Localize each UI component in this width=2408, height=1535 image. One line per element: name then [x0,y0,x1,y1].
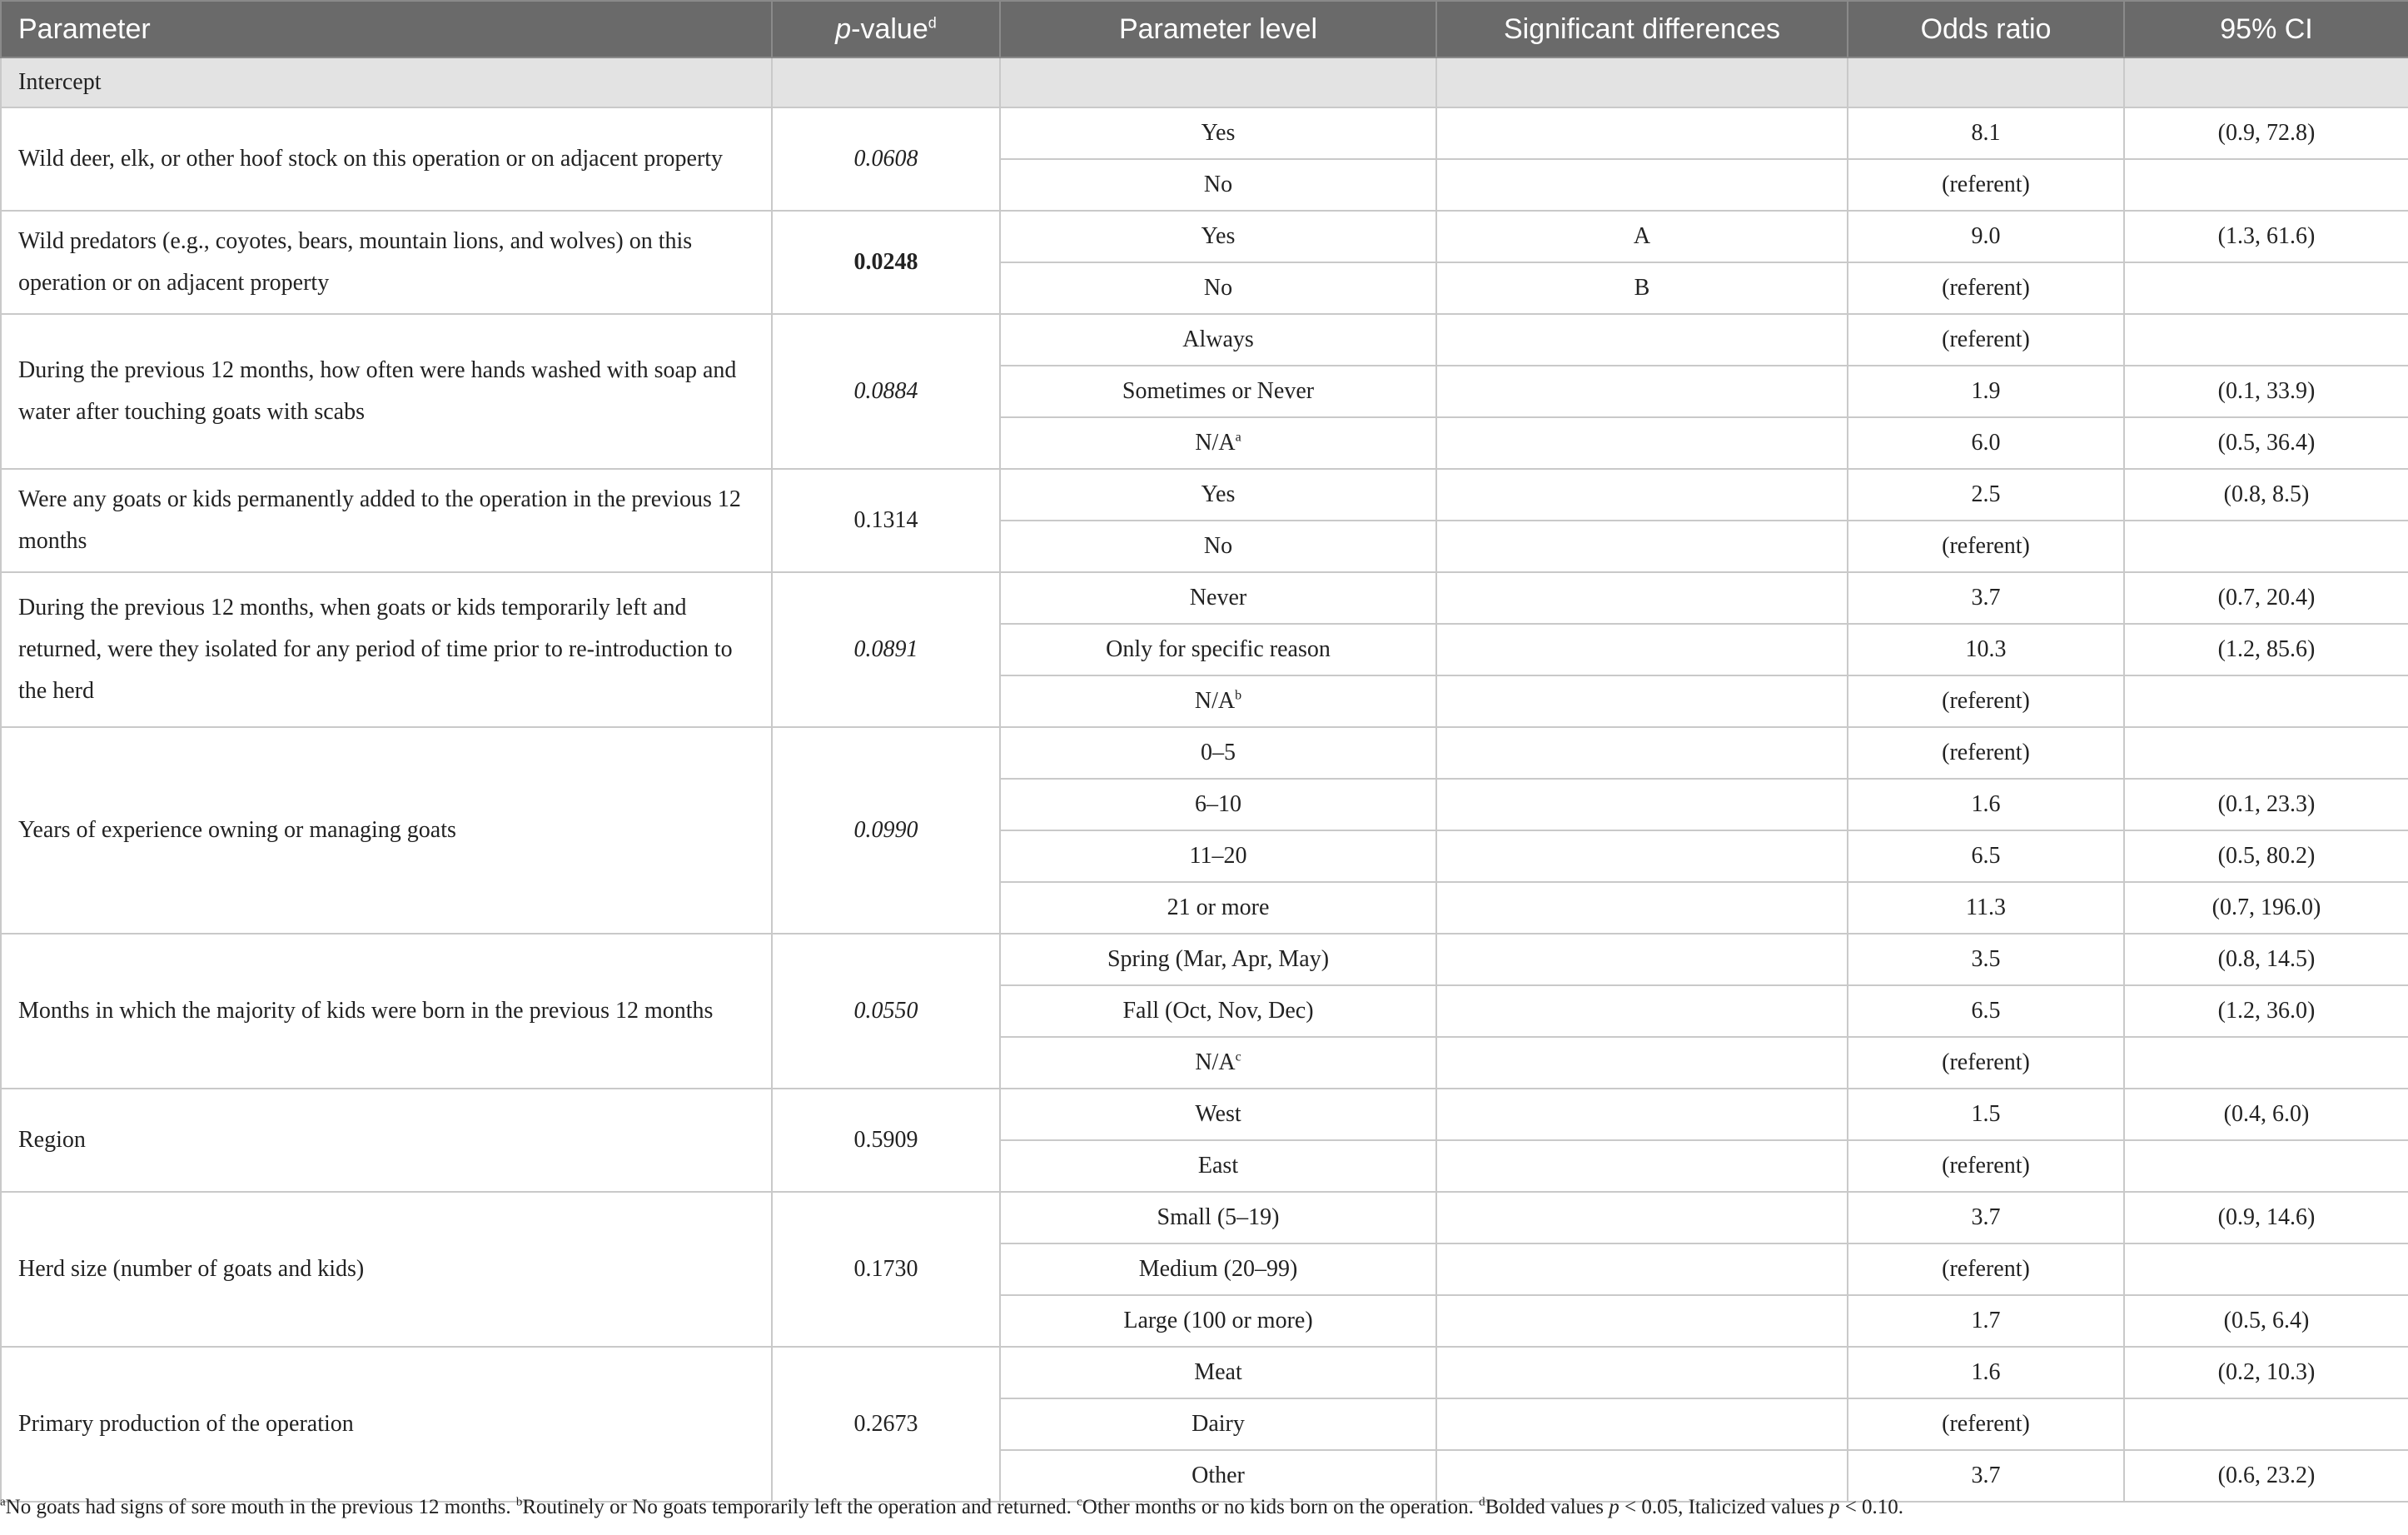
header-p-italic: p [835,12,852,45]
parameter-level-text: East [1197,1153,1239,1179]
significant-differences-cell [1436,521,1848,572]
parameter-level-cell [1000,1450,1436,1502]
odds-ratio-cell: (referent) [1848,262,2124,314]
footnote-a: No goats had signs of sore mouth in the previous 12 months. [5,1496,516,1518]
table-row [1,572,2408,624]
ci-cell: (0.2, 10.3) [2124,1347,2408,1398]
odds-ratio-cell: 3.7 [1848,1192,2124,1243]
footnote-d-part3: < 0.10. [1839,1496,1904,1518]
footnote-d-p2: p [1828,1496,1840,1518]
significant-differences-cell: A [1436,211,1848,262]
parameter-level-cell [1000,1243,1436,1295]
ci-cell: (0.4, 6.0) [2124,1089,2408,1140]
significant-differences-cell [1436,1398,1848,1450]
parameter-level-cell [1000,1192,1436,1243]
odds-ratio-cell: 1.6 [1848,1347,2124,1398]
odds-ratio-cell: 8.1 [1848,107,2124,159]
ci-cell: (0.1, 33.9) [2124,366,2408,417]
significant-differences-cell [1436,779,1848,830]
parameter-level-cell [1000,624,1436,675]
parameter-level-text: Never [1189,585,1247,611]
ci-cell: (0.9, 14.6) [2124,1192,2408,1243]
intercept-empty-cell [1436,57,1848,107]
footnote-c: Other months or no kids born on the operation. [1082,1496,1480,1518]
footnote-d-marker: d [1479,1495,1485,1509]
significant-differences-cell [1436,1243,1848,1295]
parameter-level-cell [1000,779,1436,830]
parameter-level-text: N/A [1195,430,1236,456]
ci-cell: (0.5, 6.4) [2124,1295,2408,1347]
parameter-level-cell [1000,675,1436,727]
ci-cell: (1.3, 61.6) [2124,211,2408,262]
p-value-cell: 0.0550 [772,934,1000,1089]
parameter-level-cell [1000,211,1436,262]
parameter-level-text: Other [1192,1463,1245,1488]
parameter-cell: During the previous 12 months, when goats or kids temporarily left and returned, were they isolated for any period of time prior to re-introduction to the herd [1,572,772,727]
intercept-empty-cell [1000,57,1436,107]
odds-ratio-cell: (referent) [1848,727,2124,779]
table-row [1,727,2408,779]
parameter-level-text: Yes [1201,223,1236,249]
header-significant-differences: Significant differences [1436,1,1848,57]
p-value-cell: 0.0891 [772,572,1000,727]
parameter-level-cell [1000,107,1436,159]
parameter-level-cell [1000,366,1436,417]
p-value-cell: 0.1314 [772,469,1000,572]
parameter-cell: Primary production of the operation [1,1347,772,1502]
odds-ratio-cell: 1.9 [1848,366,2124,417]
odds-ratio-cell: 3.7 [1848,572,2124,624]
ci-cell [2124,727,2408,779]
significant-differences-cell [1436,314,1848,366]
odds-ratio-cell: 2.5 [1848,469,2124,521]
ci-cell: (0.9, 72.8) [2124,107,2408,159]
parameter-cell: Herd size (number of goats and kids) [1,1192,772,1347]
parameter-level-text: Fall (Oct, Nov, Dec) [1122,998,1314,1024]
odds-ratio-cell: (referent) [1848,521,2124,572]
significant-differences-cell [1436,1295,1848,1347]
odds-ratio-cell: (referent) [1848,1243,2124,1295]
footnote-c-marker: c [1077,1495,1082,1509]
parameter-level-text: Medium (20–99) [1138,1256,1298,1282]
significant-differences-cell [1436,1450,1848,1502]
ci-cell: (0.7, 20.4) [2124,572,2408,624]
p-value-cell: 0.1730 [772,1192,1000,1347]
table-row [1,1089,2408,1140]
significant-differences-cell [1436,1347,1848,1398]
parameter-level-text: N/A [1194,688,1236,714]
odds-ratio-cell: (referent) [1848,314,2124,366]
parameter-level-cell [1000,521,1436,572]
odds-ratio-cell: (referent) [1848,1140,2124,1192]
odds-ratio-cell: 1.6 [1848,779,2124,830]
parameter-level-cell [1000,1347,1436,1398]
significant-differences-cell [1436,1192,1848,1243]
parameter-level-cell [1000,417,1436,469]
table-row [1,934,2408,985]
parameter-level-cell [1000,934,1436,985]
parameter-level-text: 6–10 [1195,791,1241,817]
ci-cell [2124,314,2408,366]
parameter-cell: Were any goats or kids permanently added to the operation in the previous 12 months [1,469,772,572]
p-value-cell: 0.0248 [772,211,1000,314]
parameter-level-cell [1000,882,1436,934]
parameter-level-text: N/A [1195,1049,1236,1075]
parameter-level-cell [1000,159,1436,211]
ci-cell [2124,262,2408,314]
significant-differences-cell [1436,1037,1848,1089]
parameter-cell: Months in which the majority of kids were born in the previous 12 months [1,934,772,1089]
parameter-level-text: Spring (Mar, Apr, May) [1107,946,1330,972]
header-parameter-level: Parameter level [1000,1,1436,57]
odds-ratio-cell: (referent) [1848,1398,2124,1450]
parameter-level-cell [1000,1398,1436,1450]
ci-cell [2124,159,2408,211]
ci-cell [2124,1243,2408,1295]
intercept-row [1,57,2408,107]
significant-differences-cell [1436,675,1848,727]
parameter-level-text: Only for specific reason [1106,636,1331,662]
intercept-empty-cell [2124,57,2408,107]
odds-ratio-cell: 11.3 [1848,882,2124,934]
header-row [1,1,2408,57]
intercept-empty-cell [1848,57,2124,107]
footnote-d-part2: < 0.05, Italicized values [1619,1496,1829,1518]
footnote-d-p1: p [1609,1496,1619,1518]
table-row [1,469,2408,521]
p-value-cell: 0.0608 [772,107,1000,211]
odds-ratio-cell: (referent) [1848,159,2124,211]
p-value-cell: 0.0884 [772,314,1000,469]
header-ci: 95% CI [2124,1,2408,57]
intercept-empty-cell [772,57,1000,107]
parameter-level-text: West [1195,1101,1241,1127]
odds-ratio-cell: 10.3 [1848,624,2124,675]
significant-differences-cell [1436,1089,1848,1140]
ci-cell: (1.2, 36.0) [2124,985,2408,1037]
parameter-level-text: 21 or more [1167,895,1270,920]
parameter-level-text: Meat [1194,1359,1242,1385]
significant-differences-cell [1436,624,1848,675]
parameter-level-cell [1000,1140,1436,1192]
table-footnote [0,1496,2408,1519]
odds-ratio-cell: 6.5 [1848,985,2124,1037]
table-row [1,1192,2408,1243]
significant-differences-cell [1436,934,1848,985]
table-row [1,1347,2408,1398]
ci-cell [2124,1037,2408,1089]
significant-differences-cell [1436,727,1848,779]
parameter-level-text: Sometimes or Never [1122,378,1315,404]
footnote-b: Routinely or No goats temporarily left the operation and returned. [522,1496,1077,1518]
parameter-level-text: Yes [1201,481,1236,507]
footnote-d-part1: Bolded values [1485,1496,1609,1518]
header-p-value [772,1,1000,57]
p-value-cell: 0.2673 [772,1347,1000,1502]
parameter-level-text: No [1203,533,1233,559]
parameter-level-cell [1000,1037,1436,1089]
table-body [1,57,2408,1502]
significant-differences-cell [1436,469,1848,521]
ci-cell: (0.1, 23.3) [2124,779,2408,830]
parameter-cell: Region [1,1089,772,1192]
p-value-cell: 0.5909 [772,1089,1000,1192]
level-footnote-marker: c [1235,1049,1241,1064]
odds-ratio-cell: 3.5 [1848,934,2124,985]
parameter-level-cell [1000,314,1436,366]
odds-ratio-cell: (referent) [1848,1037,2124,1089]
odds-ratio-cell: 1.7 [1848,1295,2124,1347]
parameter-level-cell [1000,1295,1436,1347]
table-row [1,314,2408,366]
odds-ratio-cell: 9.0 [1848,211,2124,262]
significant-differences-cell [1436,1140,1848,1192]
parameter-level-text: No [1203,172,1233,197]
ci-cell: (0.5, 80.2) [2124,830,2408,882]
odds-ratio-cell: 1.5 [1848,1089,2124,1140]
header-p-suffix: -value [851,12,928,45]
significant-differences-cell [1436,366,1848,417]
parameter-level-cell [1000,469,1436,521]
significant-differences-cell [1436,572,1848,624]
significant-differences-cell [1436,107,1848,159]
table-row [1,211,2408,262]
parameter-level-text: Small (5–19) [1157,1204,1280,1230]
parameter-level-cell [1000,572,1436,624]
ci-cell [2124,1398,2408,1450]
parameter-level-text: Large (100 or more) [1123,1308,1313,1333]
parameter-level-text: Dairy [1192,1411,1245,1437]
ci-cell [2124,675,2408,727]
p-value-cell: 0.0990 [772,727,1000,934]
footnote-a-marker: a [0,1495,6,1509]
ci-cell: (0.8, 14.5) [2124,934,2408,985]
parameter-level-text: No [1203,275,1233,301]
parameter-level-cell [1000,830,1436,882]
parameter-cell: Wild deer, elk, or other hoof stock on this operation or on adjacent property [1,107,772,211]
odds-ratio-cell: (referent) [1848,675,2124,727]
parameter-level-cell [1000,985,1436,1037]
header-odds-ratio: Odds ratio [1848,1,2124,57]
parameter-level-text: 11–20 [1189,843,1247,869]
parameter-level-cell [1000,1089,1436,1140]
parameter-level-cell [1000,727,1436,779]
level-footnote-marker: b [1235,688,1242,703]
significant-differences-cell [1436,830,1848,882]
odds-ratio-cell: 6.0 [1848,417,2124,469]
parameter-cell: During the previous 12 months, how often were hands washed with soap and water after touching goats with scabs [1,314,772,469]
ci-cell [2124,521,2408,572]
parameter-level-text: 0–5 [1201,740,1236,765]
significant-differences-cell [1436,882,1848,934]
odds-ratio-cell: 6.5 [1848,830,2124,882]
footnote-b-marker: b [515,1495,523,1509]
level-footnote-marker: a [1235,430,1241,445]
ci-cell [2124,1140,2408,1192]
ci-cell: (0.7, 196.0) [2124,882,2408,934]
parameter-cell: Wild predators (e.g., coyotes, bears, mountain lions, and wolves) on this operation or on adjacent property [1,211,772,314]
significant-differences-cell [1436,159,1848,211]
parameter-level-text: Always [1182,326,1254,352]
odds-ratio-cell: 3.7 [1848,1450,2124,1502]
table-row [1,107,2408,159]
header-p-sup: d [928,14,937,32]
header-parameter: Parameter [1,1,772,57]
significant-differences-cell: B [1436,262,1848,314]
significant-differences-cell [1436,985,1848,1037]
parameter-level-cell [1000,262,1436,314]
ci-cell: (0.8, 8.5) [2124,469,2408,521]
parameter-level-text: Yes [1201,120,1236,146]
ci-cell: (0.6, 23.2) [2124,1450,2408,1502]
intercept-label: Intercept [1,57,772,107]
significant-differences-cell [1436,417,1848,469]
parameter-cell: Years of experience owning or managing goats [1,727,772,934]
ci-cell: (1.2, 85.6) [2124,624,2408,675]
ci-cell: (0.5, 36.4) [2124,417,2408,469]
